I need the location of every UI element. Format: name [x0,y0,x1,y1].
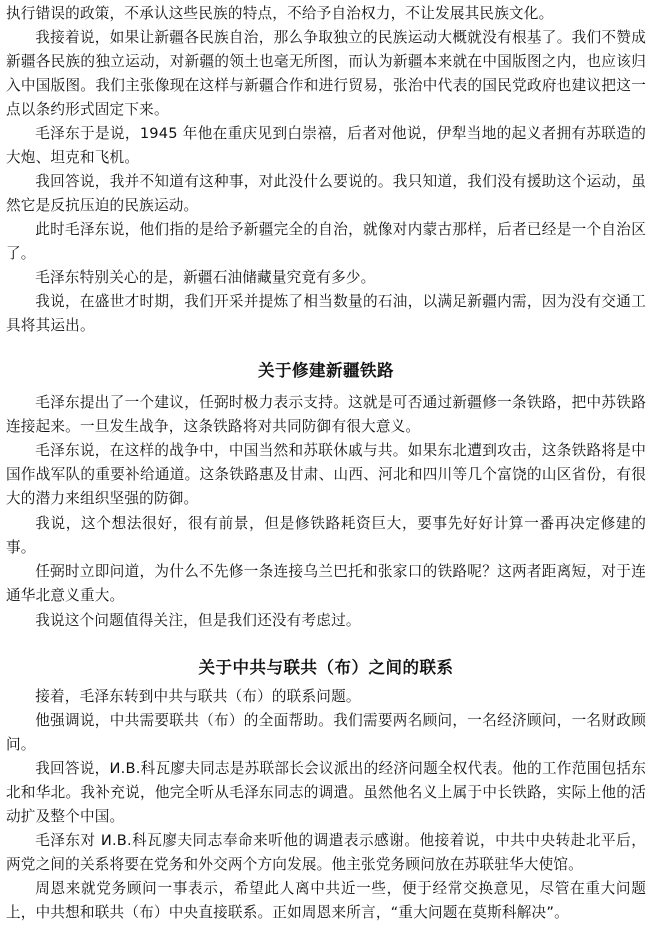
paragraph: 毛泽东提出了一个建议，任弼时极力表示支持。这就是可否通过新疆修一条铁路，把中苏铁路连接起来。一旦发生战争，这条铁路将对共同防御有很大意义。 [6,394,646,435]
paragraph: 我接着说，如果让新疆各民族自治，那么争取独立的民族运动大概就没有根基了。我们不赞成新疆各民族的独立运动，对新疆的领土也毫无所图，而认为新疆本来就在中国版图之内，也应该归入中国版图。我们主张像现在这样与新疆合作和进行贸易，张治中代表的国民党政府也建议把这一点以条约形式固定下来。 [6,29,646,118]
paragraph: 毛泽东说，在这样的战争中，中国当然和苏联休戚与共。如果东北遭到攻击，这条铁路将是中国作战军队的重要补给通道。这条铁路惠及甘肃、山西、河北和四川等几个富饶的山区省份，有很大的潜力来组织坚强的防御。 [6,442,646,507]
paragraph: 任弼时立即问道，为什么不先修一条连接乌兰巴托和张家口的铁路呢？这两者距离短，对于连通华北意义重大。 [6,563,646,604]
paragraph: 毛泽东对 И.В.科瓦廖夫同志奉命来听他的调遣表示感谢。他接着说，中共中央转赴北平后，两党之间的关系将要在党务和外交两个方向发展。他主张党务顾问放在苏联驻华大使馆。 [6,832,646,873]
paragraph: 我说，在盛世才时期，我们开采并提炼了相当数量的石油，以满足新疆内需，因为没有交通工具将其运出。 [6,293,646,334]
section-heading: 关于修建新疆铁路 [258,361,394,380]
paragraph: 毛泽东特别关心的是，新疆石油储藏量究竟有多少。 [35,269,376,286]
paragraph: 我说，这个想法很好，很有前景，但是修铁路耗资巨大，要事先好好计算一番再决定修建的事。 [6,515,646,556]
paragraph: 周恩来就党务顾问一事表示，希望此人离中共近一些，便于经常交换意见，尽管在重大问题上，中共想和联共（布）中央直接联系。正如周恩来所言，“重大问题在莫斯科解决”。 [6,880,646,921]
paragraph: 此时毛泽东说，他们指的是给予新疆完全的自治，就像对内蒙古那样，后者已经是一个自治区了。 [6,221,646,262]
paragraph: 我回答说，我并不知道有这种事，对此没什么要说的。我只知道，我们没有援助这个运动，虽然它是反抗压迫的民族运动。 [6,173,646,214]
section-heading: 关于中共与联共（布）之间的联系 [198,658,454,677]
paragraph: 我回答说，И.В.科瓦廖夫同志是苏联部长会议派出的经济问题全权代表。他的工作范围包括东北和华北。我补充说，他完全听从毛泽东同志的调遣。虽然他名义上属于中长铁路，实际上他的活动扩及整个中国。 [6,760,646,825]
paragraph: 我说这个问题值得关注，但是我们还没有考虑过。 [35,612,361,629]
paragraph: 毛泽东于是说，1945 年他在重庆见到白崇禧，后者对他说，伊犁当地的起义者拥有苏联造的大炮、坦克和飞机。 [6,125,646,166]
paragraph: 接着，毛泽东转到中共与联共（布）的联系问题。 [35,688,361,705]
paragraph: 执行错误的政策，不承认这些民族的特点，不给予自治权力，不让发展其民族文化。 [6,5,554,22]
paragraph: 他强调说，中共需要联共（布）的全面帮助。我们需要两名顾问，一名经济顾问，一名财政顾问。 [6,712,646,753]
